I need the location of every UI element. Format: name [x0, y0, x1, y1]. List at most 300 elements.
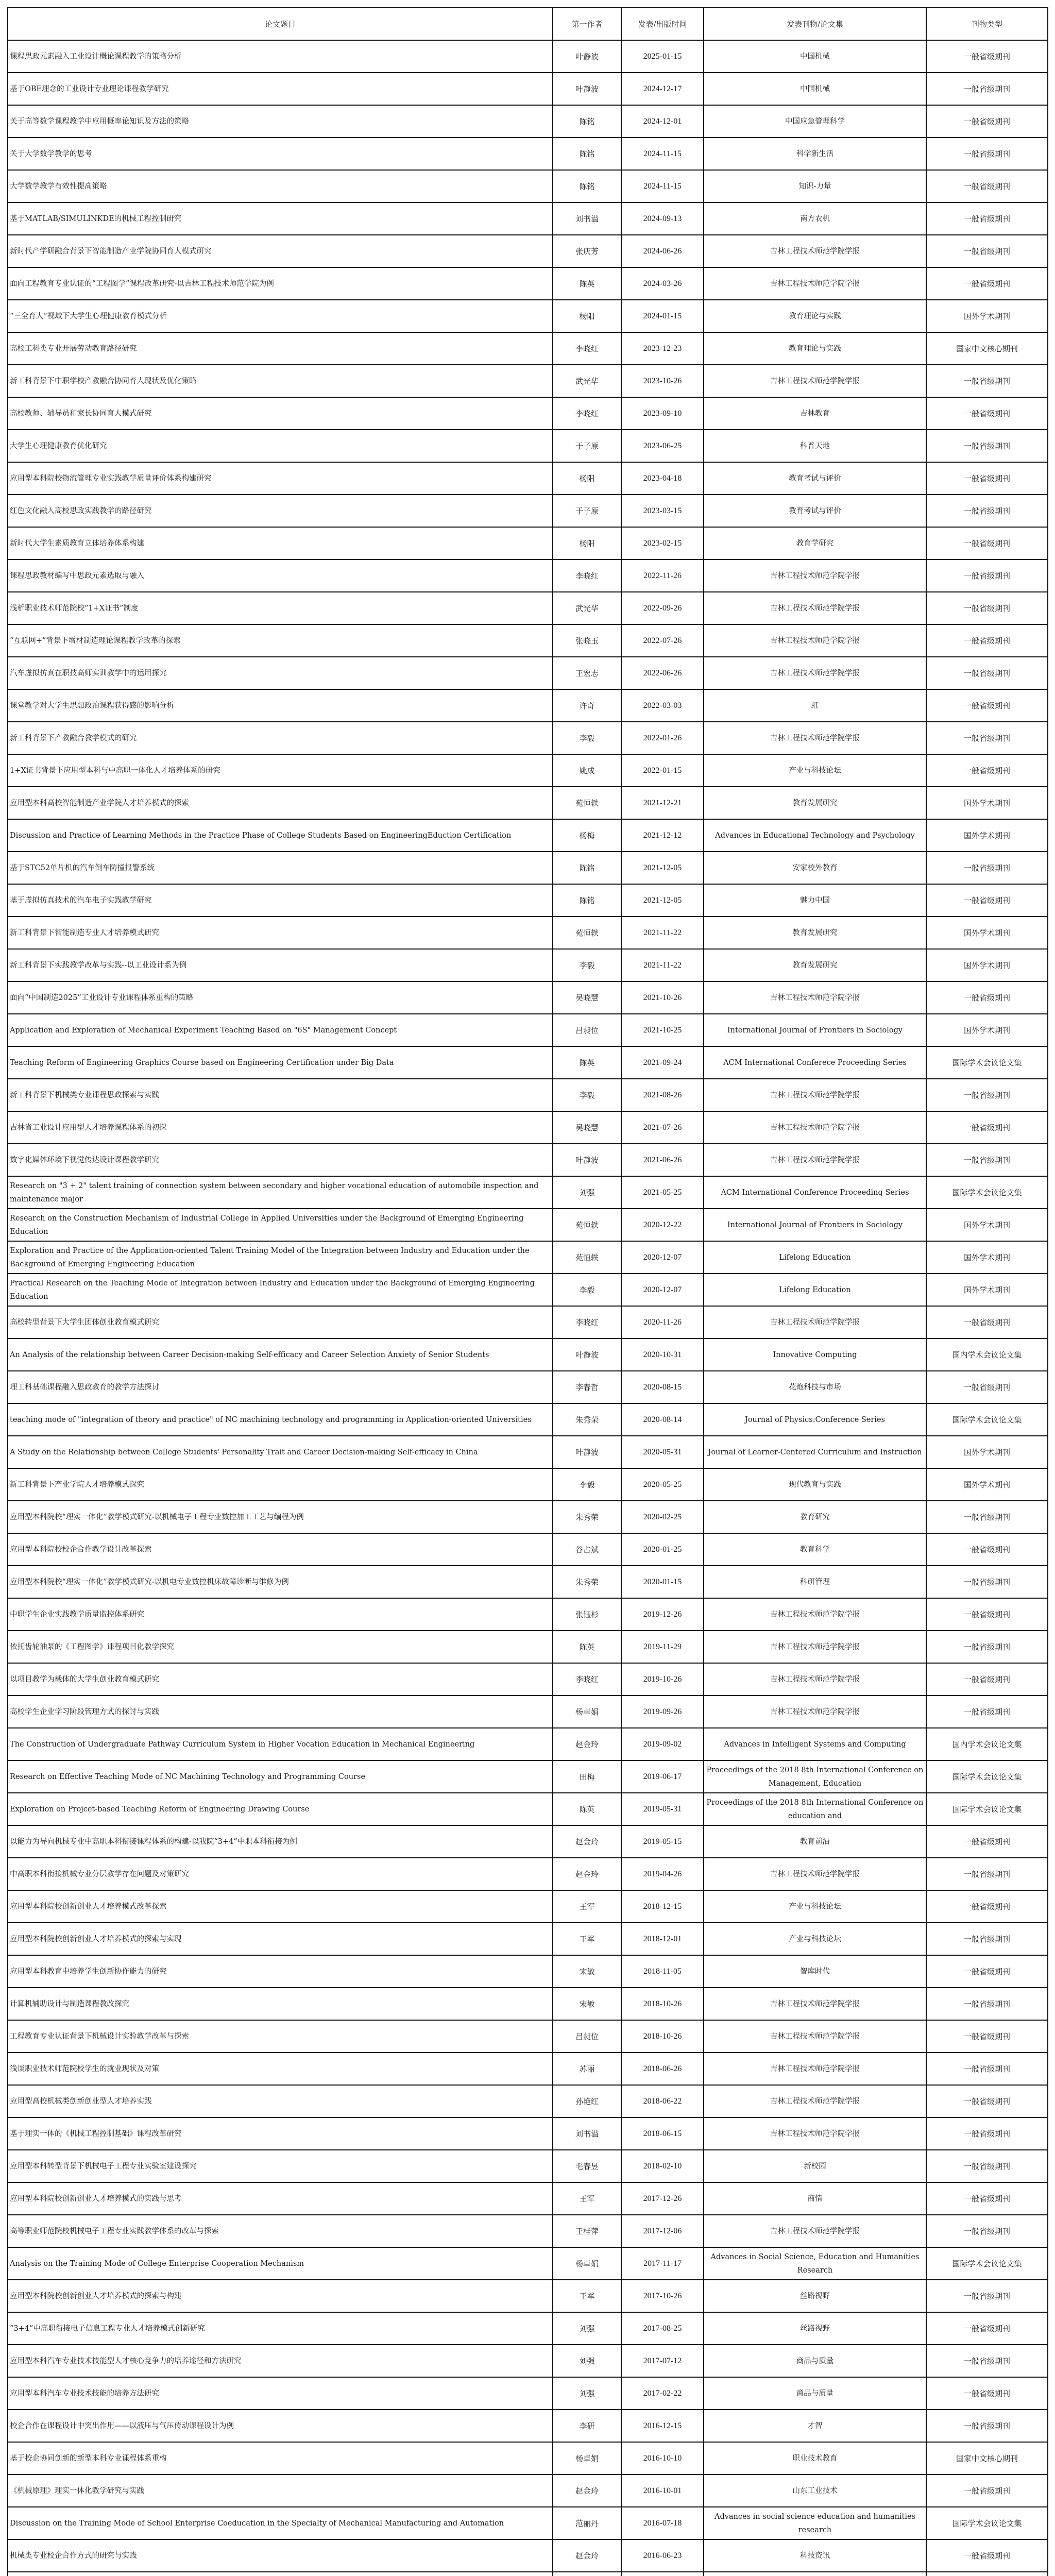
first-author [553, 2572, 621, 2576]
journal-name: 产业与科技论坛 [704, 1890, 926, 1923]
paper-title: 新时代产学研融合背景下智能制造产业学院协同育人模式研究 [8, 235, 553, 267]
journal-type: 一般省级期刊 [926, 1631, 1048, 1663]
publish-date: 2020-02-25 [621, 1501, 704, 1533]
journal-name: 科普天地 [704, 430, 926, 462]
publish-date: 2016-06-23 [621, 2539, 704, 2572]
paper-title: 基于STC52单片机的汽车倒车防撞报警系统 [8, 852, 553, 884]
paper-title: Application and Exploration of Mechanical Experiment Teaching Based on "6S" Management Concept [8, 1014, 553, 1046]
paper-title: 大学生心理健康教育优化研究 [8, 430, 553, 462]
journal-name: Proceedings of the 2018 8th International Conference on education and [704, 1793, 926, 1825]
first-author: 杨卓娟 [553, 2247, 621, 2280]
table-row [8, 1079, 1048, 1111]
journal-name: 山东工业技术 [704, 2475, 926, 2507]
publish-date: 2022-01-26 [621, 722, 704, 754]
paper-title: 基于理实一体的《机械工程控制基础》课程改革研究 [8, 2117, 553, 2150]
first-author: 张钰杉 [553, 1598, 621, 1631]
journal-type: 国外学术期刊 [926, 787, 1048, 819]
journal-name: 中国机械 [704, 73, 926, 105]
journal-type: 一般省级期刊 [926, 592, 1048, 624]
paper-title: 机械类专业校企合作方式的研究与实践 [8, 2539, 553, 2572]
journal-type: 一般省级期刊 [926, 2150, 1048, 2182]
publish-date: 2021-12-05 [621, 884, 704, 917]
journal-type: 一般省级期刊 [926, 657, 1048, 689]
first-author: 赵金玲 [553, 2539, 621, 2572]
journal-name: 新校园 [704, 2150, 926, 2182]
table-row [8, 2280, 1048, 2312]
publish-date: 2017-11-17 [621, 2247, 704, 2280]
paper-title: 基于MATLAB/SIMULINKDE的机械工程控制研究 [8, 202, 553, 235]
journal-name: 商品与质量 [704, 2377, 926, 2410]
publish-date: 2023-03-15 [621, 495, 704, 527]
first-author: 苑恒轶 [553, 917, 621, 949]
paper-title: 1+X证书背景下应用型本科与中高职一体化人才培养体系的研究 [8, 754, 553, 787]
journal-type: 一般省级期刊 [926, 1858, 1048, 1890]
table-row [8, 1728, 1048, 1760]
journal-name: 职业技术教育 [704, 2442, 926, 2475]
table-row [8, 2247, 1048, 2280]
paper-title: 红色文化融入高校思政实践教学的路径研究 [8, 495, 553, 527]
table-row [8, 105, 1048, 138]
publish-date: 2018-12-15 [621, 1890, 704, 1923]
publish-date: 2018-02-10 [621, 2150, 704, 2182]
publish-date: 2024-03-26 [621, 267, 704, 300]
paper-title: 面向“中国制造2025”工业设计专业课程体系重构的策略 [8, 981, 553, 1014]
header-journal: 发表刊物/论文集 [704, 8, 926, 40]
journal-type: 国家中文核心期刊 [926, 332, 1048, 365]
first-author: 于子原 [553, 430, 621, 462]
journal-name: 吉林工程技术师范学院学报 [704, 2117, 926, 2150]
publish-date: 2024-06-26 [621, 235, 704, 267]
publish-date: 2024-12-17 [621, 73, 704, 105]
table-row [8, 624, 1048, 657]
publish-date: 2021-09-24 [621, 1046, 704, 1079]
publish-date: 2022-06-26 [621, 657, 704, 689]
table-row [8, 73, 1048, 105]
paper-title: 应用型本科教育中培养学生创新协作能力的研究 [8, 1955, 553, 1988]
table-row [8, 397, 1048, 430]
first-author: 李晓红 [553, 1663, 621, 1696]
paper-title: 应用型高校机械类创新创业型人才培养实践 [8, 2085, 553, 2117]
table-row [8, 2442, 1048, 2475]
table-row [8, 592, 1048, 624]
publish-date: 2016-10-01 [621, 2475, 704, 2507]
first-author: 王军 [553, 2182, 621, 2215]
publish-date: 2025-01-15 [621, 40, 704, 73]
journal-type: 一般省级期刊 [926, 462, 1048, 495]
first-author: 李毅 [553, 1468, 621, 1501]
table-row [8, 1890, 1048, 1923]
first-author: 陈英 [553, 1793, 621, 1825]
journal-name: 产业与科技论坛 [704, 1923, 926, 1955]
header-row [8, 8, 1048, 40]
table-row [8, 1825, 1048, 1858]
paper-title: 高校工科类专业开展劳动教育路径研究 [8, 332, 553, 365]
first-author: 李毅 [553, 949, 621, 981]
publish-date: 2020-11-26 [621, 1306, 704, 1338]
journal-name: 丝路视野 [704, 2312, 926, 2345]
journal-type: 一般省级期刊 [926, 624, 1048, 657]
journal-type: 国外学术期刊 [926, 917, 1048, 949]
paper-title: Exploration and Practice of the Application-oriented Talent Training Model of the Integration between Industry and Education under the Background of Emerging Engineering Education [8, 1241, 553, 1274]
first-author: 李研 [553, 2410, 621, 2442]
table-row [8, 1274, 1048, 1306]
publish-date: 2024-11-15 [621, 138, 704, 170]
journal-type: 一般省级期刊 [926, 2085, 1048, 2117]
table-row [8, 2150, 1048, 2182]
publish-date: 2018-06-15 [621, 2117, 704, 2150]
journal-name: 中国机械 [704, 40, 926, 73]
journal-name: Journal of Learner-Centered Curriculum and Instruction [704, 1436, 926, 1468]
publish-date: 2017-02-22 [621, 2377, 704, 2410]
publish-date: 2022-09-26 [621, 592, 704, 624]
journal-name: 吉林工程技术师范学院学报 [704, 2215, 926, 2247]
journal-type: 国外学术期刊 [926, 819, 1048, 852]
journal-type: 一般省级期刊 [926, 1663, 1048, 1696]
publish-date: 2022-03-03 [621, 689, 704, 722]
paper-title: Discussion and Practice of Learning Methods in the Practice Phase of College Students Based on EngineeringEduction Certification [8, 819, 553, 852]
journal-type: 一般省级期刊 [926, 202, 1048, 235]
paper-title: “3+4”中高职衔接电子信息工程专业人才培养模式创新研究 [8, 2312, 553, 2345]
paper-title: 基于OBE理念的工业设计专业理论课程教学研究 [8, 73, 553, 105]
journal-name: 吉林工程技术师范学院学报 [704, 1598, 926, 1631]
first-author: 陈铭 [553, 105, 621, 138]
publish-date: 2021-12-12 [621, 819, 704, 852]
journal-name: 教育理论与实践 [704, 332, 926, 365]
table-row [8, 332, 1048, 365]
paper-title: 中高职本科衔接机械专业分层教学存在问题及对策研究 [8, 1858, 553, 1890]
first-author: 吕昶位 [553, 1014, 621, 1046]
first-author: 赵金玲 [553, 1825, 621, 1858]
journal-name: 智库时代 [704, 1955, 926, 1988]
table-row [8, 170, 1048, 202]
journal-name: 丝路视野 [704, 2280, 926, 2312]
publish-date: 2019-05-15 [621, 1825, 704, 1858]
table-row [8, 1501, 1048, 1533]
journal-type: 国家中文核心期刊 [926, 2442, 1048, 2475]
first-author: 朱秀荣 [553, 1403, 621, 1436]
paper-title: 浅谈职业技术师范院校学生的就业现状及对策 [8, 2053, 553, 2085]
journal-type: 一般省级期刊 [926, 2053, 1048, 2085]
table-row [8, 2507, 1048, 2539]
paper-title: 高校转型背景下大学生团体创业教育模式研究 [8, 1306, 553, 1338]
journal-type: 一般省级期刊 [926, 754, 1048, 787]
publish-date: 2019-06-17 [621, 1760, 704, 1793]
journal-type: 一般省级期刊 [926, 2539, 1048, 2572]
paper-title: The Construction of Undergraduate Pathway Curriculum System in Higher Vocation Education in Mechanical Engineering [8, 1728, 553, 1760]
journal-type: 一般省级期刊 [926, 138, 1048, 170]
journal-type: 一般省级期刊 [926, 73, 1048, 105]
journal-type: 国外学术期刊 [926, 949, 1048, 981]
journal-type: 国际学术会议论文集 [926, 1793, 1048, 1825]
paper-title: 基于校企协同创新的新型本科专业课程体系重构 [8, 2442, 553, 2475]
journal-type: 一般省级期刊 [926, 105, 1048, 138]
paper-title: Research on the Construction Mechanism of Industrial College in Applied Universities under the Background of Emerging Engineering Education [8, 1209, 553, 1241]
table-row [8, 2085, 1048, 2117]
journal-type: 一般省级期刊 [926, 2215, 1048, 2247]
first-author: 宋敏 [553, 1955, 621, 1988]
journal-type: 一般省级期刊 [926, 1144, 1048, 1176]
journal-type: 一般省级期刊 [926, 527, 1048, 560]
publish-date: 2016-10-10 [621, 2442, 704, 2475]
paper-title: 应用型本科院校创新创业人才培养模式改革探索 [8, 1890, 553, 1923]
first-author: 陈铭 [553, 170, 621, 202]
journal-type: 国外学术期刊 [926, 300, 1048, 332]
paper-title: Teaching Reform of Engineering Graphics Course based on Engineering Certification under Big Data [8, 1046, 553, 1079]
publish-date: 2021-12-05 [621, 852, 704, 884]
journal-type: 一般省级期刊 [926, 1501, 1048, 1533]
journal-type: 国际学术会议论文集 [926, 1176, 1048, 1209]
first-author: 陈铭 [553, 138, 621, 170]
journal-name: 吉林工程技术师范学院学报 [704, 1079, 926, 1111]
publish-date: 2017-10-26 [621, 2280, 704, 2312]
journal-type: 一般省级期刊 [926, 2182, 1048, 2215]
first-author: 陈英 [553, 1631, 621, 1663]
paper-title: Discussion on the Training Mode of School Enterprise Coeducation in the Specialty of Mechanical Manufacturing and Automation [8, 2507, 553, 2539]
publish-date: 2020-01-15 [621, 1566, 704, 1598]
journal-type: 一般省级期刊 [926, 430, 1048, 462]
journal-name: 安家校外教育 [704, 852, 926, 884]
journal-name: 吉林工程技术师范学院学报 [704, 365, 926, 397]
table-row [8, 235, 1048, 267]
table-body [8, 40, 1048, 2576]
publish-date: 2019-05-31 [621, 1793, 704, 1825]
first-author: 苑恒轶 [553, 787, 621, 819]
journal-name [704, 2572, 926, 2576]
table-row [8, 1696, 1048, 1728]
table-row [8, 2053, 1048, 2085]
publish-date: 2018-06-22 [621, 2085, 704, 2117]
paper-title: 应用型本科院校创新创业人才培养模式的探索与构建 [8, 2280, 553, 2312]
paper-title: 新工科背景下产业学院人才培养模式探究 [8, 1468, 553, 1501]
first-author: 苏丽 [553, 2053, 621, 2085]
journal-type: 国际学术会议论文集 [926, 1403, 1048, 1436]
journal-name: 吉林工程技术师范学院学报 [704, 267, 926, 300]
first-author: 杨阳 [553, 527, 621, 560]
publish-date: 2020-08-15 [621, 1371, 704, 1403]
first-author: 刘书溢 [553, 2117, 621, 2150]
table-row [8, 1566, 1048, 1598]
journal-type: 一般省级期刊 [926, 2345, 1048, 2377]
journal-name: 教育学研究 [704, 527, 926, 560]
table-row [8, 1111, 1048, 1144]
publish-date: 2023-06-25 [621, 430, 704, 462]
paper-title: 应用型本科院校物流管理专业实践教学质量评价体系构建研究 [8, 462, 553, 495]
publish-date: 2017-12-26 [621, 2182, 704, 2215]
journal-name: 教育考试与评价 [704, 495, 926, 527]
journal-type: 一般省级期刊 [926, 170, 1048, 202]
paper-title: 基于虚拟仿真技术的汽车电子实践教学研究 [8, 884, 553, 917]
journal-name: 才智 [704, 2410, 926, 2442]
journal-name: 吉林工程技术师范学院学报 [704, 1858, 926, 1890]
table-row [8, 1014, 1048, 1046]
journal-type: 国外学术期刊 [926, 1014, 1048, 1046]
journal-type: 国外学术期刊 [926, 1468, 1048, 1501]
journal-type: 国内学术会议论文集 [926, 1338, 1048, 1371]
header-date: 发表/出版时间 [621, 8, 704, 40]
journal-type: 国际学术会议论文集 [926, 1760, 1048, 1793]
table-row [8, 1403, 1048, 1436]
publish-date: 2016-12-15 [621, 2410, 704, 2442]
publish-date: 2021-10-26 [621, 981, 704, 1014]
publish-date: 2022-11-26 [621, 560, 704, 592]
paper-title: “互联网+”背景下增材制造理论课程教学改革的探索 [8, 624, 553, 657]
first-author: 张晓玉 [553, 624, 621, 657]
table-row [8, 495, 1048, 527]
publish-date: 2023-10-26 [621, 365, 704, 397]
publish-date: 2021-12-21 [621, 787, 704, 819]
journal-type: 一般省级期刊 [926, 495, 1048, 527]
paper-title: 工程教育专业认证背景下机械设计实验教学改革与探索 [8, 2020, 553, 2053]
journal-type: 国际学术会议论文集 [926, 1046, 1048, 1079]
first-author: 李晓红 [553, 560, 621, 592]
journal-name: 吉林工程技术师范学院学报 [704, 1144, 926, 1176]
paper-title: 新工科背景下机械类专业课程思政探索与实践 [8, 1079, 553, 1111]
journal-name: 吉林工程技术师范学院学报 [704, 981, 926, 1014]
journal-type: 一般省级期刊 [926, 560, 1048, 592]
publish-date: 2020-10-31 [621, 1338, 704, 1371]
journal-name: 花炮科技与市场 [704, 1371, 926, 1403]
first-author: 李晓红 [553, 332, 621, 365]
publish-date: 2018-11-05 [621, 1955, 704, 1988]
publish-date: 2024-12-01 [621, 105, 704, 138]
journal-type: 一般省级期刊 [926, 1306, 1048, 1338]
paper-title: 新时代大学生素质教育立体培养体系构建 [8, 527, 553, 560]
publish-date: 2023-09-10 [621, 397, 704, 430]
publish-date: 2023-02-15 [621, 527, 704, 560]
journal-name: 吉林工程技术师范学院学报 [704, 1111, 926, 1144]
paper-title: 高等职业师范院校机械电子工程专业实践教学体系的改革与探索 [8, 2215, 553, 2247]
paper-title: 应用型本科院校创新创业人才培养模式的探索与实现 [8, 1923, 553, 1955]
journal-name: International Journal of Frontiers in Sociology [704, 1014, 926, 1046]
journal-name: 吉林教育 [704, 397, 926, 430]
first-author: 刘强 [553, 1176, 621, 1209]
first-author: 宋敏 [553, 1988, 621, 2020]
paper-title: 新工科背景下智能制造专业人才培养模式研究 [8, 917, 553, 949]
table-row [8, 949, 1048, 981]
journal-name: 吉林工程技术师范学院学报 [704, 1663, 926, 1696]
publish-date: 2021-11-22 [621, 917, 704, 949]
first-author: 武光华 [553, 592, 621, 624]
journal-type: 一般省级期刊 [926, 1111, 1048, 1144]
journal-name: 吉林工程技术师范学院学报 [704, 2053, 926, 2085]
table-row [8, 754, 1048, 787]
first-author: 姚成 [553, 754, 621, 787]
journal-type: 一般省级期刊 [926, 981, 1048, 1014]
paper-title: 新工科背景下产教融合教学模式的研究 [8, 722, 553, 754]
first-author: 刘强 [553, 2345, 621, 2377]
journal-type: 一般省级期刊 [926, 397, 1048, 430]
table-row [8, 365, 1048, 397]
first-author: 陈铭 [553, 884, 621, 917]
table-row [8, 1858, 1048, 1890]
publish-date: 2023-04-18 [621, 462, 704, 495]
journal-name: Lifelong Education [704, 1241, 926, 1274]
publication-table [7, 7, 1048, 2576]
journal-name: 吉林工程技术师范学院学报 [704, 657, 926, 689]
publish-date: 2017-08-25 [621, 2312, 704, 2345]
publish-date: 2021-11-22 [621, 949, 704, 981]
journal-name: 科技资讯 [704, 2539, 926, 2572]
first-author: 叶静波 [553, 1436, 621, 1468]
paper-title: A Study on the Relationship between College Students' Personality Trait and Career Decision-making Self-efficacy in China [8, 1436, 553, 1468]
first-author: 于子原 [553, 495, 621, 527]
journal-name: Advances in Social Science, Education and Humanities Research [704, 2247, 926, 2280]
journal-type: 一般省级期刊 [926, 1371, 1048, 1403]
first-author: 谷占斌 [553, 1533, 621, 1566]
first-author: 杨卓娟 [553, 2442, 621, 2475]
journal-name: International Journal of Frontiers in Sociology [704, 1209, 926, 1241]
journal-type: 国际学术会议论文集 [926, 2507, 1048, 2539]
paper-title: 浅析职业技术师范院校“1+X证书”制度 [8, 592, 553, 624]
journal-type: 国际学术会议论文集 [926, 2247, 1048, 2280]
journal-name: Proceedings of the 2018 8th International Conference on Management, Education [704, 1760, 926, 1793]
first-author: 范丽丹 [553, 2507, 621, 2539]
first-author: 李毅 [553, 1274, 621, 1306]
journal-name: 商情 [704, 2182, 926, 2215]
journal-name: 魅力中国 [704, 884, 926, 917]
journal-name: 教育科学 [704, 1533, 926, 1566]
first-author: 朱秀荣 [553, 1566, 621, 1598]
publish-date: 2021-07-26 [621, 1111, 704, 1144]
journal-name: 商品与质量 [704, 2345, 926, 2377]
paper-title: “三全育人”视域下大学生心理健康教育模式分析 [8, 300, 553, 332]
journal-type: 一般省级期刊 [926, 365, 1048, 397]
journal-type: 一般省级期刊 [926, 2312, 1048, 2345]
journal-name: ACM International Conference Proceeding Series [704, 1176, 926, 1209]
first-author: 杨梅 [553, 819, 621, 852]
first-author: 王桂萍 [553, 2215, 621, 2247]
journal-name: Lifelong Education [704, 1274, 926, 1306]
table-row [8, 852, 1048, 884]
journal-name: 科研管理 [704, 1566, 926, 1598]
paper-title: 关于高等数学课程教学中应用概率论知识及方法的策略 [8, 105, 553, 138]
journal-type: 一般省级期刊 [926, 2280, 1048, 2312]
journal-type: 一般省级期刊 [926, 1988, 1048, 2020]
first-author: 许奇 [553, 689, 621, 722]
table-row [8, 2410, 1048, 2442]
first-author: 田梅 [553, 1760, 621, 1793]
paper-title: 以能力为导向机械专业中高职本科衔接课程体系的构建-以我院“3+4”中职本科衔接为例 [8, 1825, 553, 1858]
journal-type: 国外学术期刊 [926, 1274, 1048, 1306]
journal-name: Advances in social science education and humanities research [704, 2507, 926, 2539]
first-author: 刘书溢 [553, 202, 621, 235]
paper-title: 应用型本科院校校企合作教学设计改革探索 [8, 1533, 553, 1566]
first-author: 叶静波 [553, 1338, 621, 1371]
first-author: 叶静波 [553, 1144, 621, 1176]
first-author: 王军 [553, 2280, 621, 2312]
paper-title: 应用型本科院校“理实一体化”教学模式研究-以机电专业数控机床故障诊断与维修为例 [8, 1566, 553, 1598]
table-row [8, 1663, 1048, 1696]
table-row [8, 300, 1048, 332]
first-author: 王军 [553, 1890, 621, 1923]
journal-type: 一般省级期刊 [926, 1079, 1048, 1111]
publish-date: 2020-12-22 [621, 1209, 704, 1241]
paper-title: 依托齿轮油泵的《工程图学》课程项目化教学探究 [8, 1631, 553, 1663]
first-author: 王军 [553, 1923, 621, 1955]
journal-name: 教育发展研究 [704, 917, 926, 949]
journal-name: 教育研究 [704, 1501, 926, 1533]
publish-date: 2019-04-26 [621, 1858, 704, 1890]
publish-date: 2020-01-25 [621, 1533, 704, 1566]
table-row [8, 1371, 1048, 1403]
journal-type: 国内学术会议论文集 [926, 1728, 1048, 1760]
journal-type: 一般省级期刊 [926, 2410, 1048, 2442]
table-row [8, 1144, 1048, 1176]
paper-title: 计算机辅助设计与制造课程教改探究 [8, 1988, 553, 2020]
publish-date: 2024-11-15 [621, 170, 704, 202]
journal-name: 知识-力量 [704, 170, 926, 202]
table-row [8, 981, 1048, 1014]
